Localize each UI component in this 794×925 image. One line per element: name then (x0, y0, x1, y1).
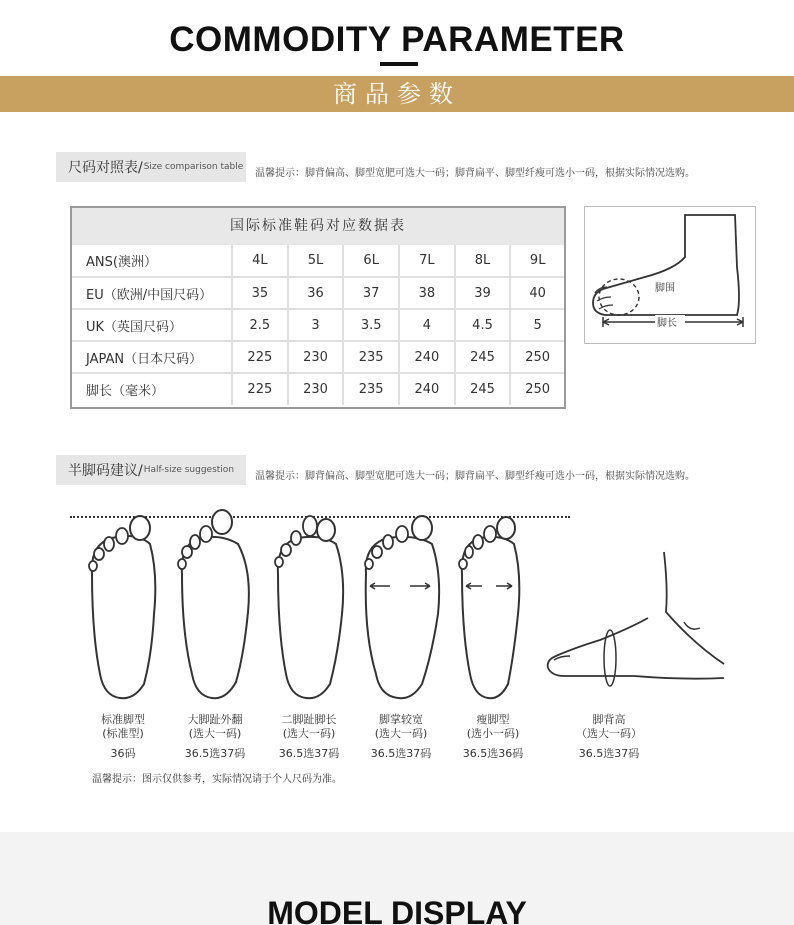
size-table-title: 国际标准鞋码对应数据表 (72, 208, 564, 245)
table-row (72, 373, 564, 405)
bunion-foot-icon (172, 508, 254, 702)
size-comparison-tag (56, 152, 246, 182)
table-cell: 5 (510, 309, 564, 341)
size-tip: 温馨提示：脚背偏高、脚型宽肥可选大一码；脚背扁平、脚型纤瘦可选小一码，根据实际情况选购。 (255, 168, 695, 179)
long-second-toe-foot-icon (268, 512, 350, 702)
page-title: COMMODITY PARAMETER (169, 20, 625, 59)
table-cell: 5L (288, 245, 344, 277)
table-cell: 9L (510, 245, 564, 277)
size-suggestion: 36.5选37码 (370, 747, 432, 760)
table-cell: 35 (232, 277, 288, 309)
section-banner (0, 76, 794, 112)
table-cell: 4.5 (455, 309, 511, 341)
half-size-tag (56, 455, 246, 485)
table-cell: 250 (510, 341, 564, 373)
table-cell: 235 (343, 341, 399, 373)
caption-line: (选大一码) (374, 727, 428, 740)
size-comparison-tag-en: Size comparison table (143, 162, 244, 172)
table-cell: 3 (288, 309, 344, 341)
size-comparison-tag-cn: 尺码对照表/ (68, 160, 143, 176)
row-label: JAPAN（日本尺码） (72, 341, 232, 373)
table-row (72, 277, 564, 309)
foot-caption-wide (356, 713, 446, 761)
table-cell: 250 (525, 382, 551, 397)
size-suggestion: 36.5选37码 (278, 747, 340, 760)
table-cell: 240 (399, 341, 455, 373)
size-table (70, 206, 566, 409)
table-row (72, 309, 564, 341)
table-cell: 7L (399, 245, 455, 277)
foot-caption-high-instep (564, 713, 654, 761)
half-size-tag-en: Half-size suggestion (143, 465, 235, 475)
table-row (72, 245, 564, 277)
table-cell: 2.5 (232, 309, 288, 341)
size-suggestion: 36码 (110, 747, 136, 760)
caption-line: 瘦脚型 (476, 713, 510, 726)
table-cell: 230 (288, 373, 344, 405)
slim-foot-icon (452, 512, 526, 702)
caption-line: 脚掌较宽 (379, 713, 423, 726)
row-label: ANS(澳洲） (72, 245, 232, 277)
table-cell: 6L (343, 245, 399, 277)
caption-line: （选大一码） (576, 727, 642, 740)
table-cell: 240 (399, 373, 455, 405)
caption-line: 大脚趾外翻 (187, 713, 243, 726)
foot-side-icon (585, 207, 757, 345)
model-display-title: MODEL DISPLAY (267, 895, 527, 925)
caption-line: (选大一码) (282, 727, 336, 740)
table-cell: 245 (455, 373, 511, 405)
foot-caption-bunion (170, 713, 260, 761)
table-row (72, 341, 564, 373)
reference-note: 温馨提示：图示仅供参考，实际情况请于个人尺码为准。 (92, 774, 342, 785)
size-table-grid (72, 245, 564, 405)
table-cell: 38 (399, 277, 455, 309)
foot-caption-standard (78, 713, 168, 761)
table-cell: 8L (455, 245, 511, 277)
foot-measurement-diagram (584, 206, 756, 344)
size-suggestion: 36.5选37码 (578, 747, 640, 760)
caption-line: 标准脚型 (101, 713, 145, 726)
caption-line: 脚背高 (592, 713, 626, 726)
size-suggestion: 36.5选36码 (462, 747, 524, 760)
table-cell: 225 (232, 373, 288, 405)
table-cell: 3.5 (343, 309, 399, 341)
foot-caption-slim (448, 713, 538, 761)
table-cell: 40 (510, 277, 564, 309)
standard-foot-icon (82, 514, 162, 702)
caption-line: (选小一码) (466, 727, 520, 740)
section-banner-label: 商品参数 (333, 80, 461, 108)
girth-label: 脚围 (655, 283, 675, 294)
table-cell: 36 (288, 277, 344, 309)
row-label: 脚长（毫米） (72, 373, 232, 405)
table-cell: 4L (232, 245, 288, 277)
foot-caption-second-toe (264, 713, 354, 761)
length-label: 脚长 (657, 318, 677, 329)
high-instep-foot-icon (544, 548, 730, 698)
table-cell: 225 (232, 341, 288, 373)
table-cell: 245 (455, 341, 511, 373)
wide-foot-icon (358, 512, 444, 702)
half-size-tag-cn: 半脚码建议/ (68, 463, 143, 479)
table-cell: 235 (343, 373, 399, 405)
caption-line: (选大一码) (188, 727, 242, 740)
table-cell: 37 (343, 277, 399, 309)
caption-line: (标准型) (102, 727, 144, 740)
row-label: EU（欧洲/中国尺码） (72, 277, 232, 309)
row-label: UK（英国尺码） (72, 309, 232, 341)
caption-line: 二脚趾脚长 (281, 713, 337, 726)
title-underline (380, 62, 418, 66)
table-cell: 230 (288, 341, 344, 373)
table-cell: 4 (399, 309, 455, 341)
half-size-tip: 温馨提示：脚背偏高、脚型宽肥可选大一码；脚背扁平、脚型纤瘦可选小一码，根据实际情况选购。 (255, 471, 695, 482)
size-suggestion: 36.5选37码 (184, 747, 246, 760)
table-cell: 39 (455, 277, 511, 309)
